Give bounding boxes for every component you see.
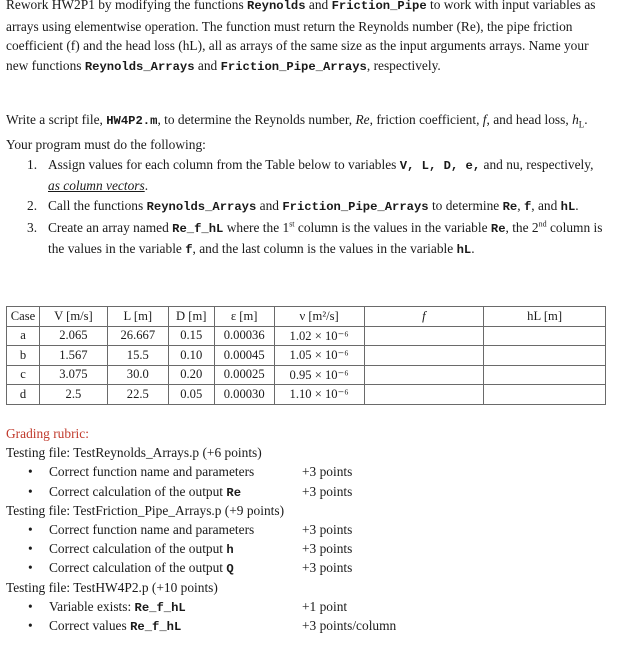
intro-text: , respectively.	[366, 57, 441, 73]
rubric-section-hw4p2: Testing file: TestHW4P2.p (+10 points)	[6, 579, 218, 595]
table-cell	[364, 365, 484, 385]
step-number: 2.	[27, 198, 38, 214]
table-cell: 15.5	[107, 346, 168, 366]
rubric-item-desc	[49, 520, 254, 541]
rubric-item	[6, 597, 606, 616]
rubric-item-text: Correct calculation of the output	[49, 541, 227, 557]
bullet-icon: •	[28, 617, 33, 633]
rubric-item-text: Variable exists:	[49, 598, 135, 614]
step-text: Create an array named	[48, 219, 173, 235]
intro-paragraph	[6, 0, 606, 77]
table-cell: 0.00036	[214, 326, 274, 346]
table-cell: 26.667	[107, 326, 168, 346]
table-cell: 22.5	[107, 385, 168, 405]
ordinal-suffix: nd	[538, 219, 547, 229]
col-header-head-loss: hL [m]	[484, 307, 606, 327]
bullet-icon: •	[28, 598, 33, 614]
column-vectors-note: as column vectors	[48, 178, 145, 194]
step-text: .	[575, 198, 579, 214]
table-header-row	[7, 307, 606, 327]
rubric-item	[6, 520, 606, 539]
rubric-item-points: +3 points	[302, 560, 353, 576]
table-cell: 3.075	[39, 365, 107, 385]
rubric-item-text: Correct function name and parameters	[49, 464, 255, 480]
bullet-icon: •	[28, 521, 33, 537]
ordinal-suffix: st	[289, 219, 295, 229]
task-text: . Your program must do the following:	[6, 112, 588, 153]
table-cell: 1.05 × 10⁻⁶	[274, 346, 364, 366]
function-name-reynolds-arrays: Reynolds_Arrays	[84, 59, 195, 74]
table-cell: d	[7, 385, 40, 405]
col-header-friction: f	[364, 307, 484, 327]
step-number: 1.	[27, 156, 38, 172]
step-text: , and the last column is the values in the variable	[192, 241, 457, 257]
var-hl-subscript: L	[578, 119, 585, 130]
step-text: .	[471, 241, 475, 257]
table-cell	[484, 346, 606, 366]
table-cell: 0.00025	[214, 365, 274, 385]
table-cell: 0.20	[168, 365, 214, 385]
table-cell: b	[7, 346, 40, 366]
task-text: Write a script file,	[6, 112, 107, 127]
rubric-item-code: Q	[226, 562, 234, 577]
table-cell	[484, 365, 606, 385]
task-text: , and head loss,	[486, 112, 573, 127]
step-text: ,	[517, 198, 524, 214]
task-steps	[6, 155, 606, 261]
rubric-item-text: Correct values	[49, 617, 131, 633]
table-cell	[364, 346, 484, 366]
rubric-section-reynolds: Testing file: TestReynolds_Arrays.p (+6 points)	[6, 445, 262, 461]
col-header-viscosity: ν [m²/s]	[274, 307, 364, 327]
table-row	[7, 365, 606, 385]
col-header-length: L [m]	[107, 307, 168, 327]
rubric-item-points: +3 points	[302, 521, 353, 537]
grading-rubric	[6, 424, 606, 635]
col-header-case: Case	[7, 307, 40, 327]
table-cell: 0.10	[168, 346, 214, 366]
step-text: , and	[531, 198, 561, 214]
rubric-item-desc	[49, 558, 234, 579]
table-cell	[364, 326, 484, 346]
table-cell: 0.15	[168, 326, 214, 346]
data-table	[6, 306, 606, 405]
var-re: Re	[502, 200, 518, 215]
var-re: Re	[490, 221, 506, 236]
rubric-item-desc	[49, 539, 234, 560]
rubric-item-code: Re_f_hL	[130, 619, 182, 634]
function-name-reynolds-arrays: Reynolds_Arrays	[146, 200, 257, 215]
task-step-1	[6, 155, 606, 196]
var-f: f	[482, 112, 487, 127]
table-row	[7, 346, 606, 366]
rubric-item-code: Re	[226, 485, 242, 500]
intro-text: and	[194, 57, 221, 73]
step-text: .	[144, 178, 149, 194]
step-text: and nu, respectively,	[480, 156, 594, 172]
rubric-item-points: +3 points/column	[302, 617, 397, 633]
step-text: column is the values in the variable	[294, 219, 491, 235]
intro-text: to work with input variables as arrays using elementwise operation. The function must return the Reynolds number (Re), the pipe friction coefficient (f) and the head loss (hL), all as arrays of the same size as the input arguments arrays. Name your new functions	[6, 0, 596, 73]
step-text: column is the values in the variable	[48, 219, 603, 257]
rubric-item-code: Re_f_hL	[134, 600, 186, 615]
task-intro	[6, 110, 606, 155]
table-cell: 2.065	[39, 326, 107, 346]
table-cell: a	[7, 326, 40, 346]
step-text: where the 1	[223, 219, 290, 235]
var-f: f	[185, 243, 193, 258]
task-description	[6, 110, 606, 261]
function-name-friction-pipe-arrays: Friction_Pipe_Arrays	[220, 59, 367, 74]
table-cell: 30.0	[107, 365, 168, 385]
rubric-title: Grading rubric:	[6, 426, 89, 441]
rubric-item-text: Correct calculation of the output	[49, 483, 227, 499]
bullet-icon: •	[28, 560, 33, 576]
table-cell: 2.5	[39, 385, 107, 405]
table-cell: 1.10 × 10⁻⁶	[274, 385, 364, 405]
rubric-item-desc	[49, 597, 186, 618]
function-name-friction-pipe: Friction_Pipe	[331, 0, 427, 13]
bullet-icon: •	[28, 464, 33, 480]
rubric-item-points: +3 points	[302, 541, 353, 557]
table-cell: 0.00045	[214, 346, 274, 366]
col-header-roughness: ε [m]	[214, 307, 274, 327]
task-text: , friction coefficient,	[369, 112, 483, 127]
variable-list: V, L, D, e,	[399, 158, 481, 173]
array-name: Re_f_hL	[172, 221, 224, 236]
step-text: Assign values for each column from the Table below to variables	[48, 156, 400, 172]
task-step-3	[6, 218, 606, 261]
bullet-icon: •	[28, 483, 33, 499]
table-cell: 1.02 × 10⁻⁶	[274, 326, 364, 346]
table-cell	[484, 326, 606, 346]
table-row	[7, 326, 606, 346]
table-cell: 0.05	[168, 385, 214, 405]
intro-text: and	[305, 0, 332, 12]
step-text: to determine	[428, 198, 503, 214]
var-hl: hL	[560, 200, 576, 215]
table-cell	[364, 385, 484, 405]
col-header-diameter: D [m]	[168, 307, 214, 327]
rubric-item-points: +1 point	[302, 598, 348, 614]
step-text: , the 2	[505, 219, 539, 235]
intro-text: Rework HW2P1 by modifying the functions	[6, 0, 248, 12]
task-step-2	[6, 196, 606, 218]
rubric-item-code: h	[226, 543, 234, 558]
rubric-item	[6, 616, 606, 635]
bullet-icon: •	[28, 541, 33, 557]
rubric-item-desc	[49, 462, 254, 483]
function-name-friction-pipe-arrays: Friction_Pipe_Arrays	[282, 200, 429, 215]
col-header-velocity: V [m/s]	[39, 307, 107, 327]
var-re: Re	[355, 112, 370, 127]
table-cell: 0.95 × 10⁻⁶	[274, 365, 364, 385]
table-cell: 1.567	[39, 346, 107, 366]
rubric-item-points: +3 points	[302, 464, 353, 480]
rubric-item	[6, 539, 606, 558]
table-cell: c	[7, 365, 40, 385]
rubric-item-points: +3 points	[302, 483, 353, 499]
step-number: 3.	[27, 219, 38, 235]
rubric-item-text: Correct calculation of the output	[49, 560, 227, 576]
function-name-reynolds: Reynolds	[247, 0, 306, 13]
table-cell: 0.00030	[214, 385, 274, 405]
step-text: Call the functions	[48, 198, 147, 214]
table-cell	[484, 385, 606, 405]
rubric-item	[6, 558, 606, 577]
rubric-item	[6, 462, 606, 481]
task-text: , to determine the Reynolds number,	[157, 112, 356, 127]
step-text: and	[256, 198, 283, 214]
rubric-item-text: Correct function name and parameters	[49, 521, 255, 537]
var-hl: h	[572, 112, 579, 127]
var-hl: hL	[456, 243, 472, 258]
rubric-item-desc	[49, 482, 241, 503]
rubric-item-desc	[49, 616, 181, 637]
script-file-name: HW4P2.m	[106, 114, 158, 128]
rubric-item	[6, 482, 606, 501]
table-row	[7, 385, 606, 405]
var-f: f	[523, 200, 532, 215]
rubric-section-friction: Testing file: TestFriction_Pipe_Arrays.p (+9 points)	[6, 502, 285, 518]
